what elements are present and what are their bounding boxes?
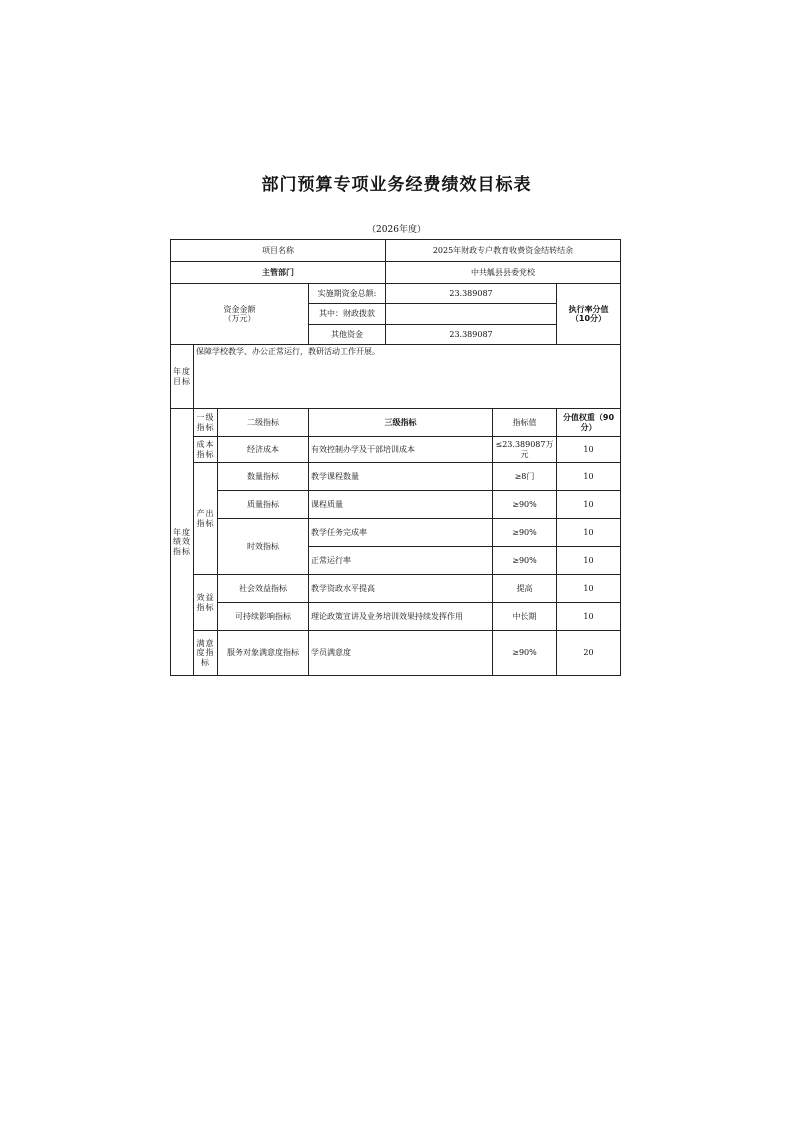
row-project-name (171, 240, 621, 262)
funds-label: 资金金额 （万元） (171, 284, 309, 345)
weight-cell: 10 (557, 603, 621, 631)
level2-cell: 经济成本 (218, 437, 309, 463)
value-cell: 中长期 (493, 603, 557, 631)
department-value: 中共觚县县委党校 (386, 262, 621, 284)
weight-cell: 20 (557, 631, 621, 676)
row-annual-goal (171, 345, 621, 409)
funds-fiscal-value (386, 304, 557, 325)
value-cell: ≤23.389087万元 (493, 437, 557, 463)
funds-total-value: 23.389087 (386, 284, 557, 304)
annual-goal-text: 保障学校教学、办公正常运行，教研活动工作开展。 (194, 345, 621, 409)
level3-cell: 学员满意度 (309, 631, 493, 676)
group-output: 产出指标 (194, 463, 218, 575)
table-row (171, 491, 621, 519)
group-benefit: 效益指标 (194, 575, 218, 631)
table-row (171, 437, 621, 463)
level3-cell: 理论政策宣讲及业务培训效果持续发挥作用 (309, 603, 493, 631)
execution-score-label: 执行率分值（10分） (557, 284, 621, 345)
level2-cell: 服务对象满意度指标 (218, 631, 309, 676)
value-cell: ≥90% (493, 491, 557, 519)
weight-cell: 10 (557, 547, 621, 575)
level3-cell: 正常运行率 (309, 547, 493, 575)
weight-cell: 10 (557, 575, 621, 603)
funds-total-label: 实施期资金总额: (309, 284, 386, 304)
table-row (171, 603, 621, 631)
weight-cell: 10 (557, 491, 621, 519)
level3-cell: 教学任务完成率 (309, 519, 493, 547)
group-cost: 成本指标 (194, 437, 218, 463)
row-department (171, 262, 621, 284)
project-name-value: 2025年财政专户教育收费资金结转结余 (386, 240, 621, 262)
value-cell: ≥90% (493, 631, 557, 676)
document-year: （2026年度） (367, 225, 426, 235)
value-cell: ≥90% (493, 519, 557, 547)
level2-cell: 时效指标 (218, 519, 309, 575)
table-row (171, 575, 621, 603)
level3-cell: 教学资政水平提高 (309, 575, 493, 603)
col-value: 指标值 (493, 409, 557, 437)
funds-fiscal-label: 其中：财政拨款 (309, 304, 386, 325)
table-row (171, 631, 621, 676)
value-cell: 提高 (493, 575, 557, 603)
level2-cell: 社会效益指标 (218, 575, 309, 603)
performance-table (170, 239, 621, 676)
level3-cell: 教学课程数量 (309, 463, 493, 491)
department-label: 主管部门 (171, 262, 386, 284)
level3-cell: 有效控制办学及干部培训成本 (309, 437, 493, 463)
col-level2: 二级指标 (218, 409, 309, 437)
row-indicator-header (171, 409, 621, 437)
value-cell: ≥8门 (493, 463, 557, 491)
weight-cell: 10 (557, 437, 621, 463)
weight-cell: 10 (557, 519, 621, 547)
table-row (171, 519, 621, 547)
document-title: 部门预算专项业务经费绩效目标表 (261, 175, 532, 195)
indicator-section-label: 年度绩效指标 (171, 409, 194, 676)
value-cell: ≥90% (493, 547, 557, 575)
weight-cell: 10 (557, 463, 621, 491)
col-weight: 分值权重（90分） (557, 409, 621, 437)
level2-cell: 质量指标 (218, 491, 309, 519)
col-level3: 三级指标 (309, 409, 493, 437)
row-funds-total (171, 284, 621, 304)
level2-cell: 数量指标 (218, 463, 309, 491)
level2-cell: 可持续影响指标 (218, 603, 309, 631)
col-level1: 一级指标 (194, 409, 218, 437)
table-row (171, 463, 621, 491)
funds-other-value: 23.389087 (386, 325, 557, 345)
project-name-label: 项目名称 (171, 240, 386, 262)
group-satisfaction: 满意度指标 (194, 631, 218, 676)
funds-other-label: 其他资金 (309, 325, 386, 345)
level3-cell: 课程质量 (309, 491, 493, 519)
annual-goal-label: 年度目标 (171, 345, 194, 409)
